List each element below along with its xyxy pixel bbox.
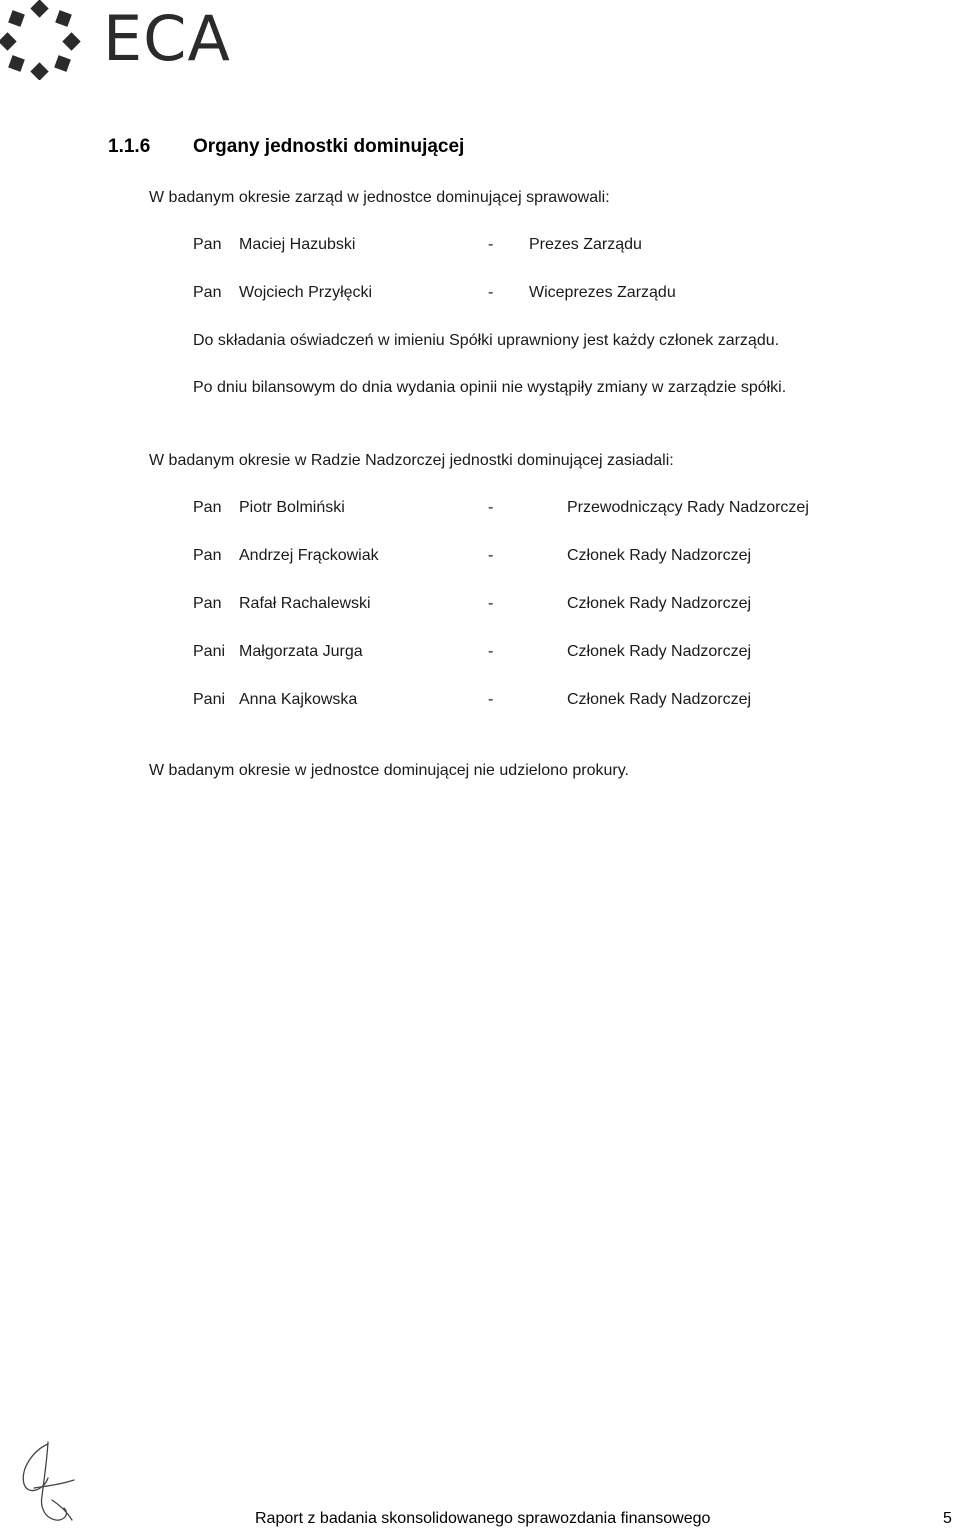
board-note-changes: Po dniu bilansowym do dnia wydania opinii nie wystąpiły zmiany w zarządzie spółki. [193,379,787,396]
board-note-representation: Do składania oświadczeń w imieniu Spółki uprawniony jest każdy członek zarządu. [193,332,780,349]
member-dash: - [488,236,494,253]
member-title: Pani [193,691,226,708]
member-dash: - [488,499,494,516]
supervisory-member-row [0,497,960,519]
member-name: Rafał Rachalewski [239,595,371,612]
member-role: Członek Rady Nadzorczej [567,547,752,564]
member-dash: - [488,595,494,612]
member-title: Pan [193,236,222,253]
board-intro: W badanym okresie zarząd w jednostce dominującej sprawowali: [149,189,610,206]
company-logo [0,0,240,80]
member-dash: - [488,547,494,564]
footer-report-title: Raport z badania skonsolidowanego sprawozdania finansowego [255,1510,711,1527]
member-dash: - [488,643,494,660]
member-role: Wiceprezes Zarządu [529,284,676,301]
page-number: 5 [943,1510,952,1527]
member-role: Przewodniczący Rady Nadzorczej [567,499,809,516]
member-title: Pan [193,595,222,612]
member-name: Piotr Bolmiński [239,499,345,516]
section-title: Organy jednostki dominującej [193,136,465,157]
member-name: Małgorzata Jurga [239,643,363,660]
supervisory-member-row [0,593,960,615]
board-member-row [0,234,960,256]
supervisory-member-row [0,641,960,663]
member-dash: - [488,284,494,301]
logo-star-icon [0,0,90,80]
signature-icon [14,1440,80,1524]
member-name: Maciej Hazubski [239,236,356,253]
member-title: Pan [193,499,222,516]
supervisory-intro: W badanym okresie w Radzie Nadzorczej jednostki dominującej zasiadali: [149,452,674,469]
member-name: Wojciech Przyłęcki [239,284,373,301]
member-title: Pan [193,284,222,301]
member-title: Pan [193,547,222,564]
supervisory-member-row [0,545,960,567]
member-title: Pani [193,643,226,660]
member-name: Andrzej Frąckowiak [239,547,379,564]
member-name: Anna Kajkowska [239,691,358,708]
supervisory-member-row [0,689,960,711]
section-number: 1.1.6 [108,136,151,157]
member-role: Członek Rady Nadzorczej [567,643,752,660]
logo-wordmark: ECA [103,2,231,75]
member-role: Członek Rady Nadzorczej [567,691,752,708]
member-role: Członek Rady Nadzorczej [567,595,752,612]
board-member-row [0,282,960,304]
member-dash: - [488,691,494,708]
procuration-statement: W badanym okresie w jednostce dominującej nie udzielono prokury. [149,762,629,779]
member-role: Prezes Zarządu [529,236,642,253]
